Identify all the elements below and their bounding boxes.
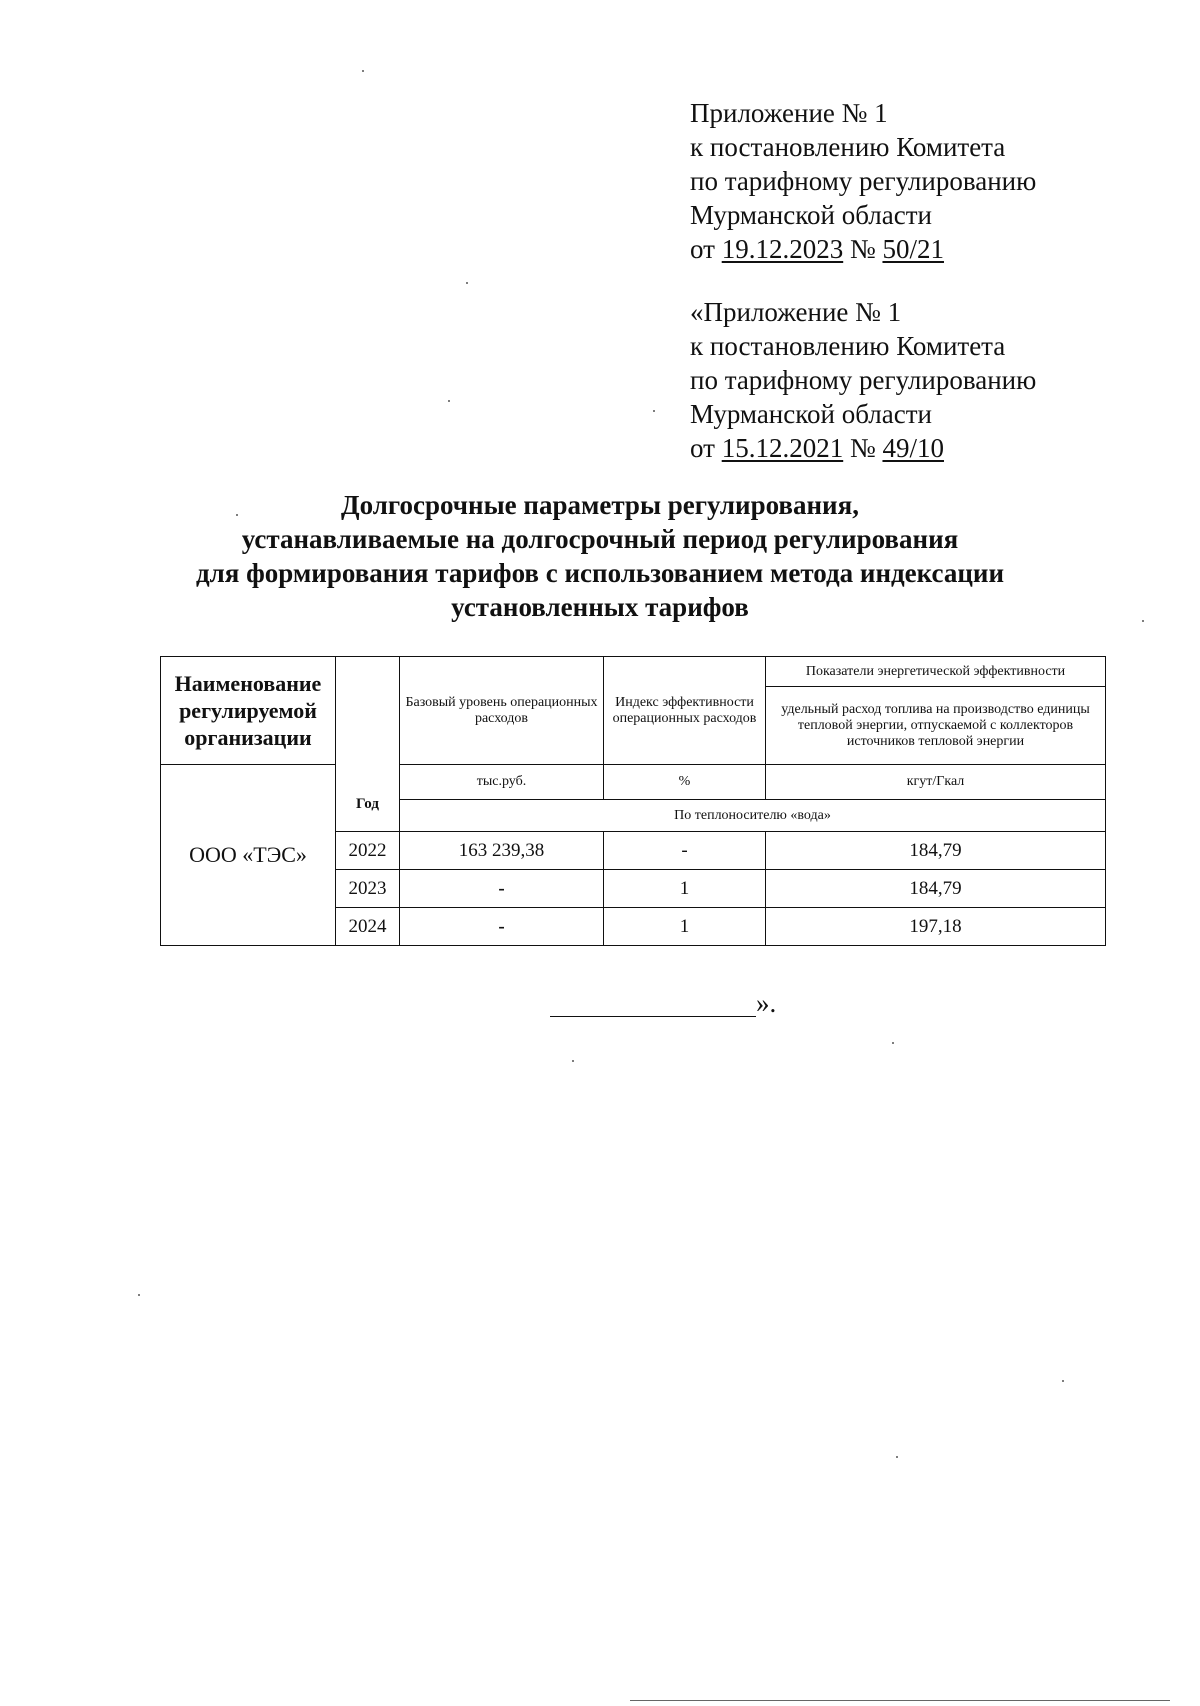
scan-speck bbox=[653, 410, 655, 412]
row-fuel-consumption: 184,79 bbox=[766, 832, 1106, 870]
appendix-title: Приложение № 1 bbox=[690, 98, 888, 128]
unit-base-opex: тыс.руб. bbox=[400, 765, 604, 800]
date-prefix: от bbox=[690, 433, 722, 463]
scan-speck bbox=[892, 1042, 894, 1044]
header-base-opex: Базовый уровень операционных расходов bbox=[400, 657, 604, 765]
closing-rule bbox=[550, 992, 756, 1017]
row-year: 2024 bbox=[336, 908, 400, 946]
scan-speck bbox=[236, 514, 238, 516]
header-year: Год bbox=[336, 657, 400, 832]
row-year: 2022 bbox=[336, 832, 400, 870]
scan-speck bbox=[138, 1294, 140, 1296]
scan-speck bbox=[362, 70, 364, 72]
number-prefix: № bbox=[843, 234, 883, 264]
header-efficiency-index: Индекс эффективности операционных расходов bbox=[604, 657, 766, 765]
appendix-line: по тарифному регулированию bbox=[690, 166, 1037, 196]
date-prefix: от bbox=[690, 234, 722, 264]
appendix-date-line bbox=[690, 232, 1036, 266]
title-line: Долгосрочные параметры регулирования, bbox=[341, 490, 859, 520]
header-organization: Наименование регулируемой организации bbox=[161, 657, 336, 765]
scan-speck bbox=[1142, 620, 1144, 622]
title-line: установленных тарифов bbox=[451, 592, 749, 622]
unit-fuel-consumption: кгут/Гкал bbox=[766, 765, 1106, 800]
row-year: 2023 bbox=[336, 870, 400, 908]
parameters-table bbox=[160, 656, 1106, 946]
appendix-line: Мурманской области bbox=[690, 200, 932, 230]
row-fuel-consumption: 184,79 bbox=[766, 870, 1106, 908]
scan-edge-line bbox=[630, 1700, 1170, 1701]
unit-efficiency-index: % bbox=[604, 765, 766, 800]
header-fuel-consumption: удельный расход топлива на производство единицы тепловой энергии, отпускаемой с коллекторов источников тепловой энергии bbox=[766, 687, 1106, 765]
number-prefix: № bbox=[843, 433, 883, 463]
header-energy-efficiency: Показатели энергетической эффективности bbox=[766, 657, 1106, 687]
title-line: устанавливаемые на долгосрочный период регулирования bbox=[241, 524, 959, 554]
decree-number: 49/10 bbox=[882, 433, 944, 463]
section-label: По теплоносителю «вода» bbox=[400, 800, 1106, 832]
appendix-line: к постановлению Комитета bbox=[690, 331, 1006, 361]
appendix-date-line bbox=[690, 431, 1036, 465]
decree-date: 15.12.2021 bbox=[721, 433, 844, 463]
appendix-title: «Приложение № 1 bbox=[690, 297, 902, 327]
appendix-header-original bbox=[690, 295, 1036, 465]
appendix-line: к постановлению Комитета bbox=[690, 132, 1006, 162]
row-fuel-consumption: 197,18 bbox=[766, 908, 1106, 946]
decree-date: 19.12.2023 bbox=[721, 234, 844, 264]
appendix-line: Мурманской области bbox=[690, 399, 932, 429]
row-efficiency-index: 1 bbox=[604, 908, 766, 946]
appendix-header-current bbox=[690, 96, 1036, 266]
scan-speck bbox=[572, 1060, 574, 1062]
row-base-opex: - bbox=[400, 908, 604, 946]
decree-number: 50/21 bbox=[882, 234, 944, 264]
title-line: для формирования тарифов с использованием метода индексации bbox=[195, 558, 1005, 588]
scan-speck bbox=[448, 400, 450, 402]
scan-speck bbox=[466, 282, 468, 284]
row-base-opex: - bbox=[400, 870, 604, 908]
appendix-line: по тарифному регулированию bbox=[690, 365, 1037, 395]
row-efficiency-index: - bbox=[604, 832, 766, 870]
document-title bbox=[100, 488, 1100, 624]
scan-speck bbox=[1062, 1380, 1064, 1382]
scan-speck bbox=[896, 1456, 898, 1458]
row-base-opex: 163 239,38 bbox=[400, 832, 604, 870]
organization-name: ООО «ТЭС» bbox=[161, 765, 336, 946]
closing-quote-mark: ». bbox=[756, 988, 777, 1018]
row-efficiency-index: 1 bbox=[604, 870, 766, 908]
